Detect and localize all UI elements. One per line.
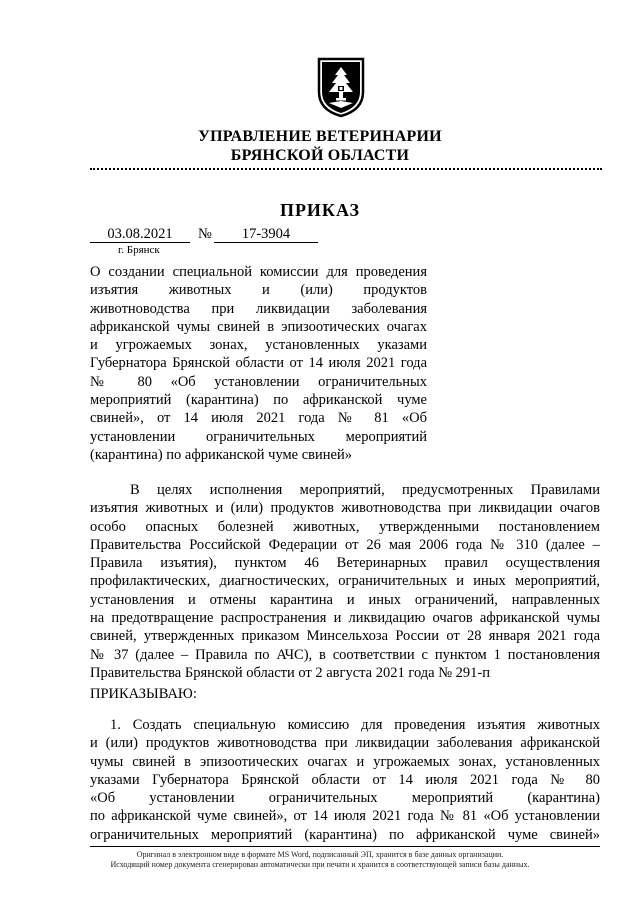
order-subject: [90, 263, 427, 464]
preamble-line: Правила изъятия), пунктом 46 Ветеринарных правил осуществления: [90, 555, 600, 572]
subject-line: (карантина) по африканской чуме свиней»: [90, 446, 352, 463]
organization-name-line1: УПРАВЛЕНИЕ ВЕТЕРИНАРИИ: [198, 128, 442, 145]
subject-line: животноводства при ликвидации заболевания: [90, 300, 427, 317]
subject-line: и угрожаемых зонах, установленных указами: [90, 337, 427, 354]
order-number: 17-3904: [214, 226, 318, 243]
order-date: 03.08.2021: [90, 226, 190, 243]
preamble-line: особо опасных болезней животных, утвержденными постановлением: [90, 518, 600, 535]
preamble-line: Правительства Российской Федерации от 26 мая 2006 года № 310 (далее –: [90, 536, 600, 553]
number-sign: №: [198, 226, 212, 242]
preamble-paragraph: [90, 481, 600, 682]
item-line: по африканской чуме свиней», от 14 июля 2021 года № 81 «Об установлении: [90, 808, 600, 825]
organization-name-line2: БРЯНСКОЙ ОБЛАСТИ: [230, 147, 410, 164]
item-line: чумы свиней в эпизоотических очагах и угрожаемых зонах, установленных: [90, 753, 600, 770]
preamble-line: Правительства Брянской области от 2 августа 2021 года № 291-п: [90, 664, 491, 681]
document-type-title: ПРИКАЗ: [279, 200, 361, 220]
preamble-line: на предотвращение распространения и ликвидацию очагов африканской чумы: [90, 610, 600, 627]
preamble-line: № 37 (далее – Правила по АЧС), в соответствии с пунктом 1 постановления: [90, 646, 600, 663]
preamble-line: профилактических, диагностических, ограничительных и иных мероприятий,: [90, 573, 600, 590]
preamble-line: установления и отмены карантина и иных ограничений, направленных: [90, 591, 600, 608]
footer-note-line1: Оригинал в электронном виде в формате MS Word, подписанный ЭП, хранится в базе данных организации.: [136, 850, 504, 859]
subject-line: мероприятий (карантина) по африканской чуме: [90, 392, 427, 409]
subject-line: свиней», от 14 июля 2021 года № 81 «Об: [90, 410, 427, 427]
item-line: 1. Создать специальную комиссию для проведения изъятия животных: [110, 717, 600, 733]
footer-note-line2: Исходящий номер документа сгенерирован автоматически при печати и хранится в соответствующей записи базы данных.: [110, 860, 530, 869]
footer-divider: [90, 846, 600, 847]
order-directive: ПРИКАЗЫВАЮ:: [90, 686, 197, 702]
item-line: ограничительных мероприятий (карантина) по африканской чуме свиней»: [90, 826, 600, 843]
preamble-line: свиней, утвержденных приказом Минсельхоза России от 28 января 2021 года: [90, 628, 600, 645]
subject-line: № 80 «Об установлении ограничительных: [90, 373, 427, 390]
subject-line: африканской чумы свиней в эпизоотических очагах: [90, 318, 427, 335]
subject-line: О создании специальной комиссии для проведения: [90, 264, 427, 280]
coat-of-arms-icon: [316, 56, 366, 118]
preamble-line: В целях исполнения мероприятий, предусмотренных Правилами: [130, 482, 600, 498]
item-line: указами Губернатора Брянской области от 14 июля 2021 года № 80: [90, 771, 600, 788]
subject-line: Губернатора Брянской области от 14 июля 2021 года: [90, 355, 427, 372]
order-item-1: [90, 716, 600, 844]
item-line: и (или) продуктов животноводства при ликвидации заболевания африканской: [90, 735, 600, 752]
header-divider: [90, 168, 602, 170]
item-line: «Об установлении ограничительных мероприятий (карантина): [90, 790, 600, 807]
preamble-line: изъятия животных и (или) продуктов животноводства при ликвидации очагов: [90, 500, 600, 517]
subject-line: изъятия животных и (или) продуктов: [90, 282, 427, 299]
subject-line: установлении ограничительных мероприятий: [90, 428, 427, 445]
city-label: г. Брянск: [118, 244, 160, 256]
